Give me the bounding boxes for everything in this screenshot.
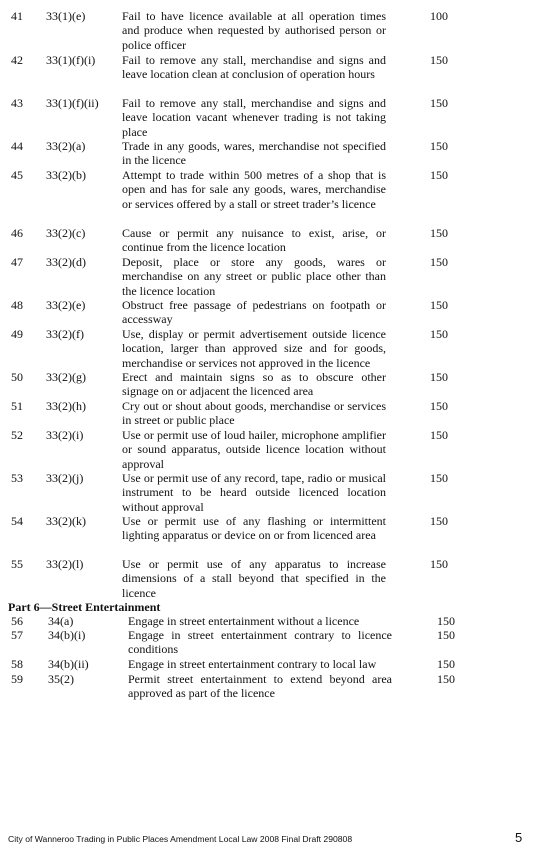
penalty-amount: 150 — [430, 139, 448, 153]
offence-text: Trade in any goods, wares, merchandise not specified in the licence — [122, 139, 386, 168]
section-ref: 35(2) — [48, 672, 74, 686]
penalty-amount: 150 — [430, 428, 448, 442]
section-ref: 34(b)(ii) — [48, 657, 89, 671]
section-ref: 33(2)(i) — [46, 428, 84, 442]
offence-text: Use or permit use of any apparatus to increase dimensions of a stall beyond that specified in the licence — [122, 557, 386, 600]
section-ref: 33(2)(g) — [46, 370, 86, 384]
section-ref: 33(1)(f)(ii) — [46, 96, 99, 110]
offence-text: Cause or permit any nuisance to exist, arise, or continue from the licence location — [122, 226, 386, 255]
section-ref: 34(a) — [48, 614, 74, 628]
item-number: 54 — [11, 514, 23, 528]
section-ref: 33(2)(c) — [46, 226, 86, 240]
section-ref: 33(2)(a) — [46, 139, 86, 153]
offence-text: Use, display or permit advertisement outside licence location, larger than approved size and for goods, merchandise or services not approved in the licence — [122, 327, 386, 370]
item-number: 48 — [11, 298, 23, 312]
item-number: 52 — [11, 428, 23, 442]
penalty-amount: 150 — [430, 557, 448, 571]
item-number: 42 — [11, 53, 23, 67]
item-number: 53 — [11, 471, 23, 485]
offence-text: Engage in street entertainment contrary to local law — [128, 657, 377, 671]
penalty-amount: 150 — [437, 672, 455, 686]
penalty-amount: 150 — [430, 298, 448, 312]
penalty-amount: 150 — [430, 514, 448, 528]
section-ref: 33(1)(e) — [46, 9, 86, 23]
offence-text: Attempt to trade within 500 metres of a shop that is open and has for sale any goods, wares, merchandise or services offered by a stall or street trader’s licence — [122, 168, 386, 211]
section-ref: 33(2)(k) — [46, 514, 86, 528]
item-number: 55 — [11, 557, 23, 571]
penalty-amount: 150 — [430, 471, 448, 485]
offence-text: Obstruct free passage of pedestrians on footpath or accessway — [122, 298, 386, 327]
section-ref: 33(2)(b) — [46, 168, 86, 182]
penalty-amount: 150 — [437, 628, 455, 642]
page-number: 5 — [515, 830, 523, 845]
penalty-amount: 150 — [430, 96, 448, 110]
offence-text: Fail to remove any stall, merchandise and signs and leave location clean at conclusion of operation hours — [122, 53, 386, 82]
section-ref: 33(2)(d) — [46, 255, 86, 269]
item-number: 49 — [11, 327, 23, 341]
penalty-amount: 150 — [430, 53, 448, 67]
offence-text: Engage in street entertainment contrary to licence conditions — [128, 628, 392, 657]
item-number: 45 — [11, 168, 23, 182]
penalty-amount: 100 — [430, 9, 448, 23]
section-ref: 33(2)(f) — [46, 327, 84, 341]
page-footer: City of Wanneroo Trading in Public Places Amendment Local Law 2008 Final Draft 290808 — [8, 834, 353, 844]
penalty-amount: 150 — [430, 370, 448, 384]
section-ref: 33(2)(l) — [46, 557, 84, 571]
penalty-amount: 150 — [437, 614, 455, 628]
item-number: 58 — [11, 657, 23, 671]
offence-text: Erect and maintain signs so as to obscure other signage on or adjacent the licenced area — [122, 370, 386, 399]
offence-text: Use or permit use of any record, tape, radio or musical instrument to be heard outside licenced location without approval — [122, 471, 386, 514]
item-number: 47 — [11, 255, 23, 269]
offence-text: Engage in street entertainment without a licence — [128, 614, 360, 628]
penalty-amount: 150 — [430, 168, 448, 182]
penalty-amount: 150 — [437, 657, 455, 671]
penalty-amount: 150 — [430, 226, 448, 240]
item-number: 50 — [11, 370, 23, 384]
item-number: 46 — [11, 226, 23, 240]
item-number: 51 — [11, 399, 23, 413]
penalty-amount: 150 — [430, 255, 448, 269]
offence-text: Fail to remove any stall, merchandise and signs and leave location vacant whenever trading is not taking place — [122, 96, 386, 139]
offence-text: Deposit, place or store any goods, wares or merchandise on any street or public place other than the licence location — [122, 255, 386, 298]
offence-text: Permit street entertainment to extend beyond area approved as part of the licence — [128, 672, 392, 701]
item-number: 56 — [11, 614, 23, 628]
part-heading: Part 6—Street Entertainment — [8, 600, 161, 614]
penalty-amount: 150 — [430, 399, 448, 413]
item-number: 59 — [11, 672, 23, 686]
item-number: 57 — [11, 628, 23, 642]
offence-text: Use or permit use of any flashing or intermittent lighting apparatus or device on or from licenced area — [122, 514, 386, 543]
item-number: 43 — [11, 96, 23, 110]
offence-text: Use or permit use of loud hailer, microphone amplifier or sound apparatus, outside licence location without approval — [122, 428, 386, 471]
penalty-amount: 150 — [430, 327, 448, 341]
section-ref: 33(2)(e) — [46, 298, 86, 312]
item-number: 44 — [11, 139, 23, 153]
offence-text: Fail to have licence available at all operation times and produce when requested by authorised person or police officer — [122, 9, 386, 52]
section-ref: 33(1)(f)(i) — [46, 53, 96, 67]
offence-text: Cry out or shout about goods, merchandise or services in street or public place — [122, 399, 386, 428]
section-ref: 33(2)(h) — [46, 399, 86, 413]
section-ref: 33(2)(j) — [46, 471, 84, 485]
section-ref: 34(b)(i) — [48, 628, 86, 642]
item-number: 41 — [11, 9, 23, 23]
